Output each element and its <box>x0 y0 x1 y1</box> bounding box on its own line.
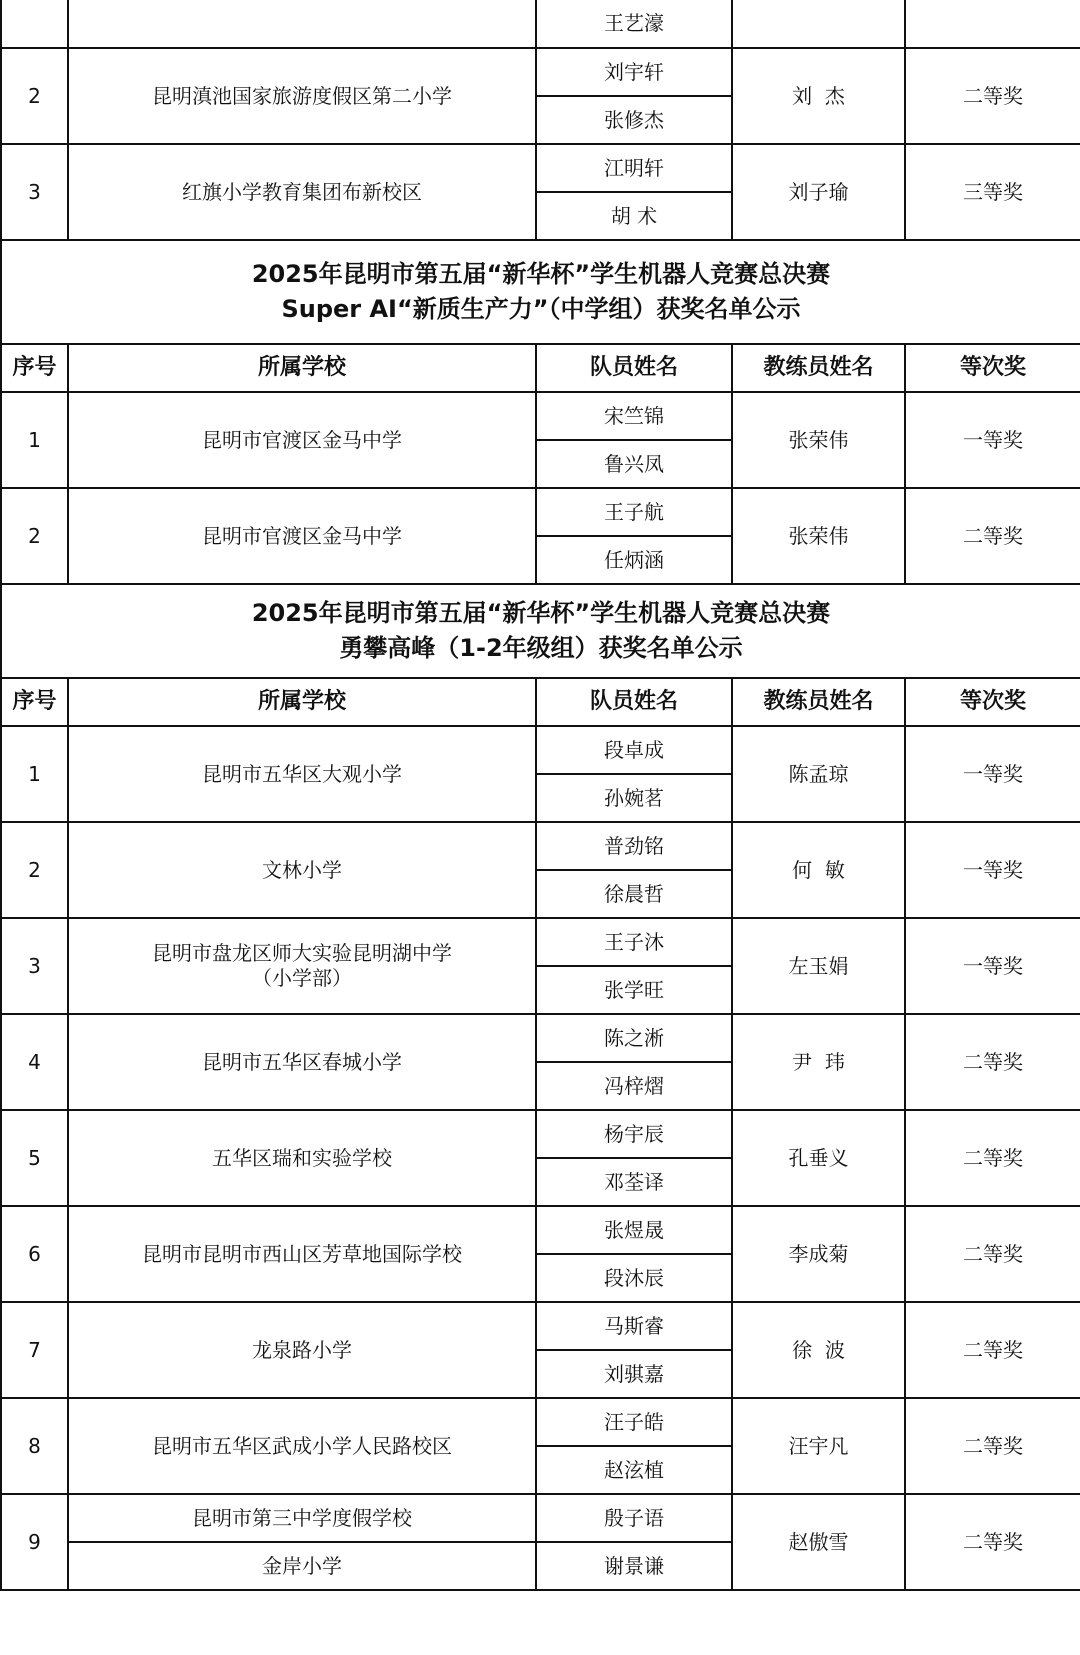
award-level: 二等奖 <box>905 1494 1080 1590</box>
row-number: 9 <box>1 1494 68 1590</box>
table-row <box>1 488 1080 536</box>
table-row <box>1 392 1080 440</box>
coach-name: 尹 玮 <box>732 1014 905 1110</box>
member-name: 任炳涵 <box>536 536 732 584</box>
school-name: 金岸小学 <box>68 1542 536 1590</box>
column-header: 所属学校 <box>68 678 536 726</box>
header-row <box>1 678 1080 726</box>
member-name: 王艺濠 <box>536 0 732 48</box>
table-row <box>1 918 1080 966</box>
table-row <box>1 1206 1080 1254</box>
section-title-line: 2025年昆明市第五届“新华杯”学生机器人竞赛总决赛 <box>251 599 831 628</box>
member-name: 谢景谦 <box>536 1542 732 1590</box>
school-name: 红旗小学教育集团布新校区 <box>68 144 536 240</box>
school-name: 昆明市第三中学度假学校 <box>68 1494 536 1542</box>
school-name: 昆明市昆明市西山区芳草地国际学校 <box>68 1206 536 1302</box>
table-row <box>1 144 1080 192</box>
table-row <box>1 1302 1080 1350</box>
row-number: 8 <box>1 1398 68 1494</box>
section-title-line: 2025年昆明市第五届“新华杯”学生机器人竞赛总决赛 <box>251 260 831 289</box>
award-level: 二等奖 <box>905 1110 1080 1206</box>
row-number: 2 <box>1 488 68 584</box>
coach-name: 李成菊 <box>732 1206 905 1302</box>
column-header: 队员姓名 <box>536 344 732 392</box>
row-number: 3 <box>1 144 68 240</box>
member-name: 段沐辰 <box>536 1254 732 1302</box>
member-name: 普劲铭 <box>536 822 732 870</box>
coach-name: 赵傲雪 <box>732 1494 905 1590</box>
section-title-line: Super AI“新质生产力”（中学组）获奖名单公示 <box>281 295 801 323</box>
coach-name: 孔垂义 <box>732 1110 905 1206</box>
school-name: 昆明市五华区武成小学人民路校区 <box>68 1398 536 1494</box>
column-header: 队员姓名 <box>536 678 732 726</box>
column-header: 序号 <box>1 344 68 392</box>
section-title <box>1 584 1080 678</box>
member-name: 邓荃译 <box>536 1158 732 1206</box>
award-level: 一等奖 <box>905 918 1080 1014</box>
school-name: 五华区瑞和实验学校 <box>68 1110 536 1206</box>
school-name: 昆明市盘龙区师大实验昆明湖中学 （小学部） <box>68 918 536 1014</box>
row-number: 7 <box>1 1302 68 1398</box>
column-header: 等次奖 <box>905 678 1080 726</box>
section-title-line: 勇攀高峰（1-2年级组）获奖名单公示 <box>339 634 743 662</box>
school-name: 昆明市五华区大观小学 <box>68 726 536 822</box>
member-name: 张学旺 <box>536 966 732 1014</box>
member-name: 刘骐嘉 <box>536 1350 732 1398</box>
school-name: 昆明滇池国家旅游度假区第二小学 <box>68 48 536 144</box>
member-name: 江明轩 <box>536 144 732 192</box>
section-title-row <box>1 584 1080 678</box>
award-level: 二等奖 <box>905 48 1080 144</box>
coach-name: 何 敏 <box>732 822 905 918</box>
row-number: 1 <box>1 392 68 488</box>
column-header: 所属学校 <box>68 344 536 392</box>
award-level: 二等奖 <box>905 1398 1080 1494</box>
table-row <box>1 48 1080 96</box>
school-name: 昆明市官渡区金马中学 <box>68 488 536 584</box>
school-name: 文林小学 <box>68 822 536 918</box>
school-name: 昆明市官渡区金马中学 <box>68 392 536 488</box>
row-number: 1 <box>1 726 68 822</box>
member-name: 赵泫植 <box>536 1446 732 1494</box>
row-number: 2 <box>1 48 68 144</box>
award-level: 二等奖 <box>905 1014 1080 1110</box>
row-number: 5 <box>1 1110 68 1206</box>
award-level: 一等奖 <box>905 822 1080 918</box>
award-level: 一等奖 <box>905 726 1080 822</box>
column-header: 教练员姓名 <box>732 344 905 392</box>
table-row <box>1 0 1080 48</box>
member-name: 马斯睿 <box>536 1302 732 1350</box>
section-title <box>1 240 1080 344</box>
table-row <box>1 822 1080 870</box>
award-level: 一等奖 <box>905 392 1080 488</box>
member-name: 殷子语 <box>536 1494 732 1542</box>
member-name: 陈之淅 <box>536 1014 732 1062</box>
table-row <box>1 1398 1080 1446</box>
coach-name: 刘 杰 <box>732 48 905 144</box>
award-level: 二等奖 <box>905 1302 1080 1398</box>
column-header: 等次奖 <box>905 344 1080 392</box>
row-number: 3 <box>1 918 68 1014</box>
member-name: 张煜晟 <box>536 1206 732 1254</box>
coach-name: 徐 波 <box>732 1302 905 1398</box>
coach-name: 刘子瑜 <box>732 144 905 240</box>
member-name: 宋竺锦 <box>536 392 732 440</box>
member-name: 王子航 <box>536 488 732 536</box>
coach-name: 汪宇凡 <box>732 1398 905 1494</box>
header-row <box>1 344 1080 392</box>
row-number: 2 <box>1 822 68 918</box>
row-number: 6 <box>1 1206 68 1302</box>
award-level: 三等奖 <box>905 144 1080 240</box>
member-name: 刘宇轩 <box>536 48 732 96</box>
member-name: 杨宇辰 <box>536 1110 732 1158</box>
table-row <box>1 1014 1080 1062</box>
school-name: 昆明市五华区春城小学 <box>68 1014 536 1110</box>
column-header: 教练员姓名 <box>732 678 905 726</box>
member-name: 王子沐 <box>536 918 732 966</box>
school-name: 龙泉路小学 <box>68 1302 536 1398</box>
coach-name: 张荣伟 <box>732 488 905 584</box>
award-level: 二等奖 <box>905 1206 1080 1302</box>
member-name: 张修杰 <box>536 96 732 144</box>
member-name: 汪子皓 <box>536 1398 732 1446</box>
member-name: 胡 术 <box>536 192 732 240</box>
coach-name: 陈孟琼 <box>732 726 905 822</box>
table-row <box>1 1110 1080 1158</box>
coach-name: 张荣伟 <box>732 392 905 488</box>
row-number: 4 <box>1 1014 68 1110</box>
member-name: 鲁兴凤 <box>536 440 732 488</box>
table-row <box>1 1494 1080 1542</box>
member-name: 段卓成 <box>536 726 732 774</box>
member-name: 徐晨哲 <box>536 870 732 918</box>
section-title-row <box>1 240 1080 344</box>
table-row <box>1 726 1080 774</box>
award-level: 二等奖 <box>905 488 1080 584</box>
member-name: 孙婉茗 <box>536 774 732 822</box>
member-name: 冯梓熠 <box>536 1062 732 1110</box>
column-header: 序号 <box>1 678 68 726</box>
coach-name: 左玉娟 <box>732 918 905 1014</box>
